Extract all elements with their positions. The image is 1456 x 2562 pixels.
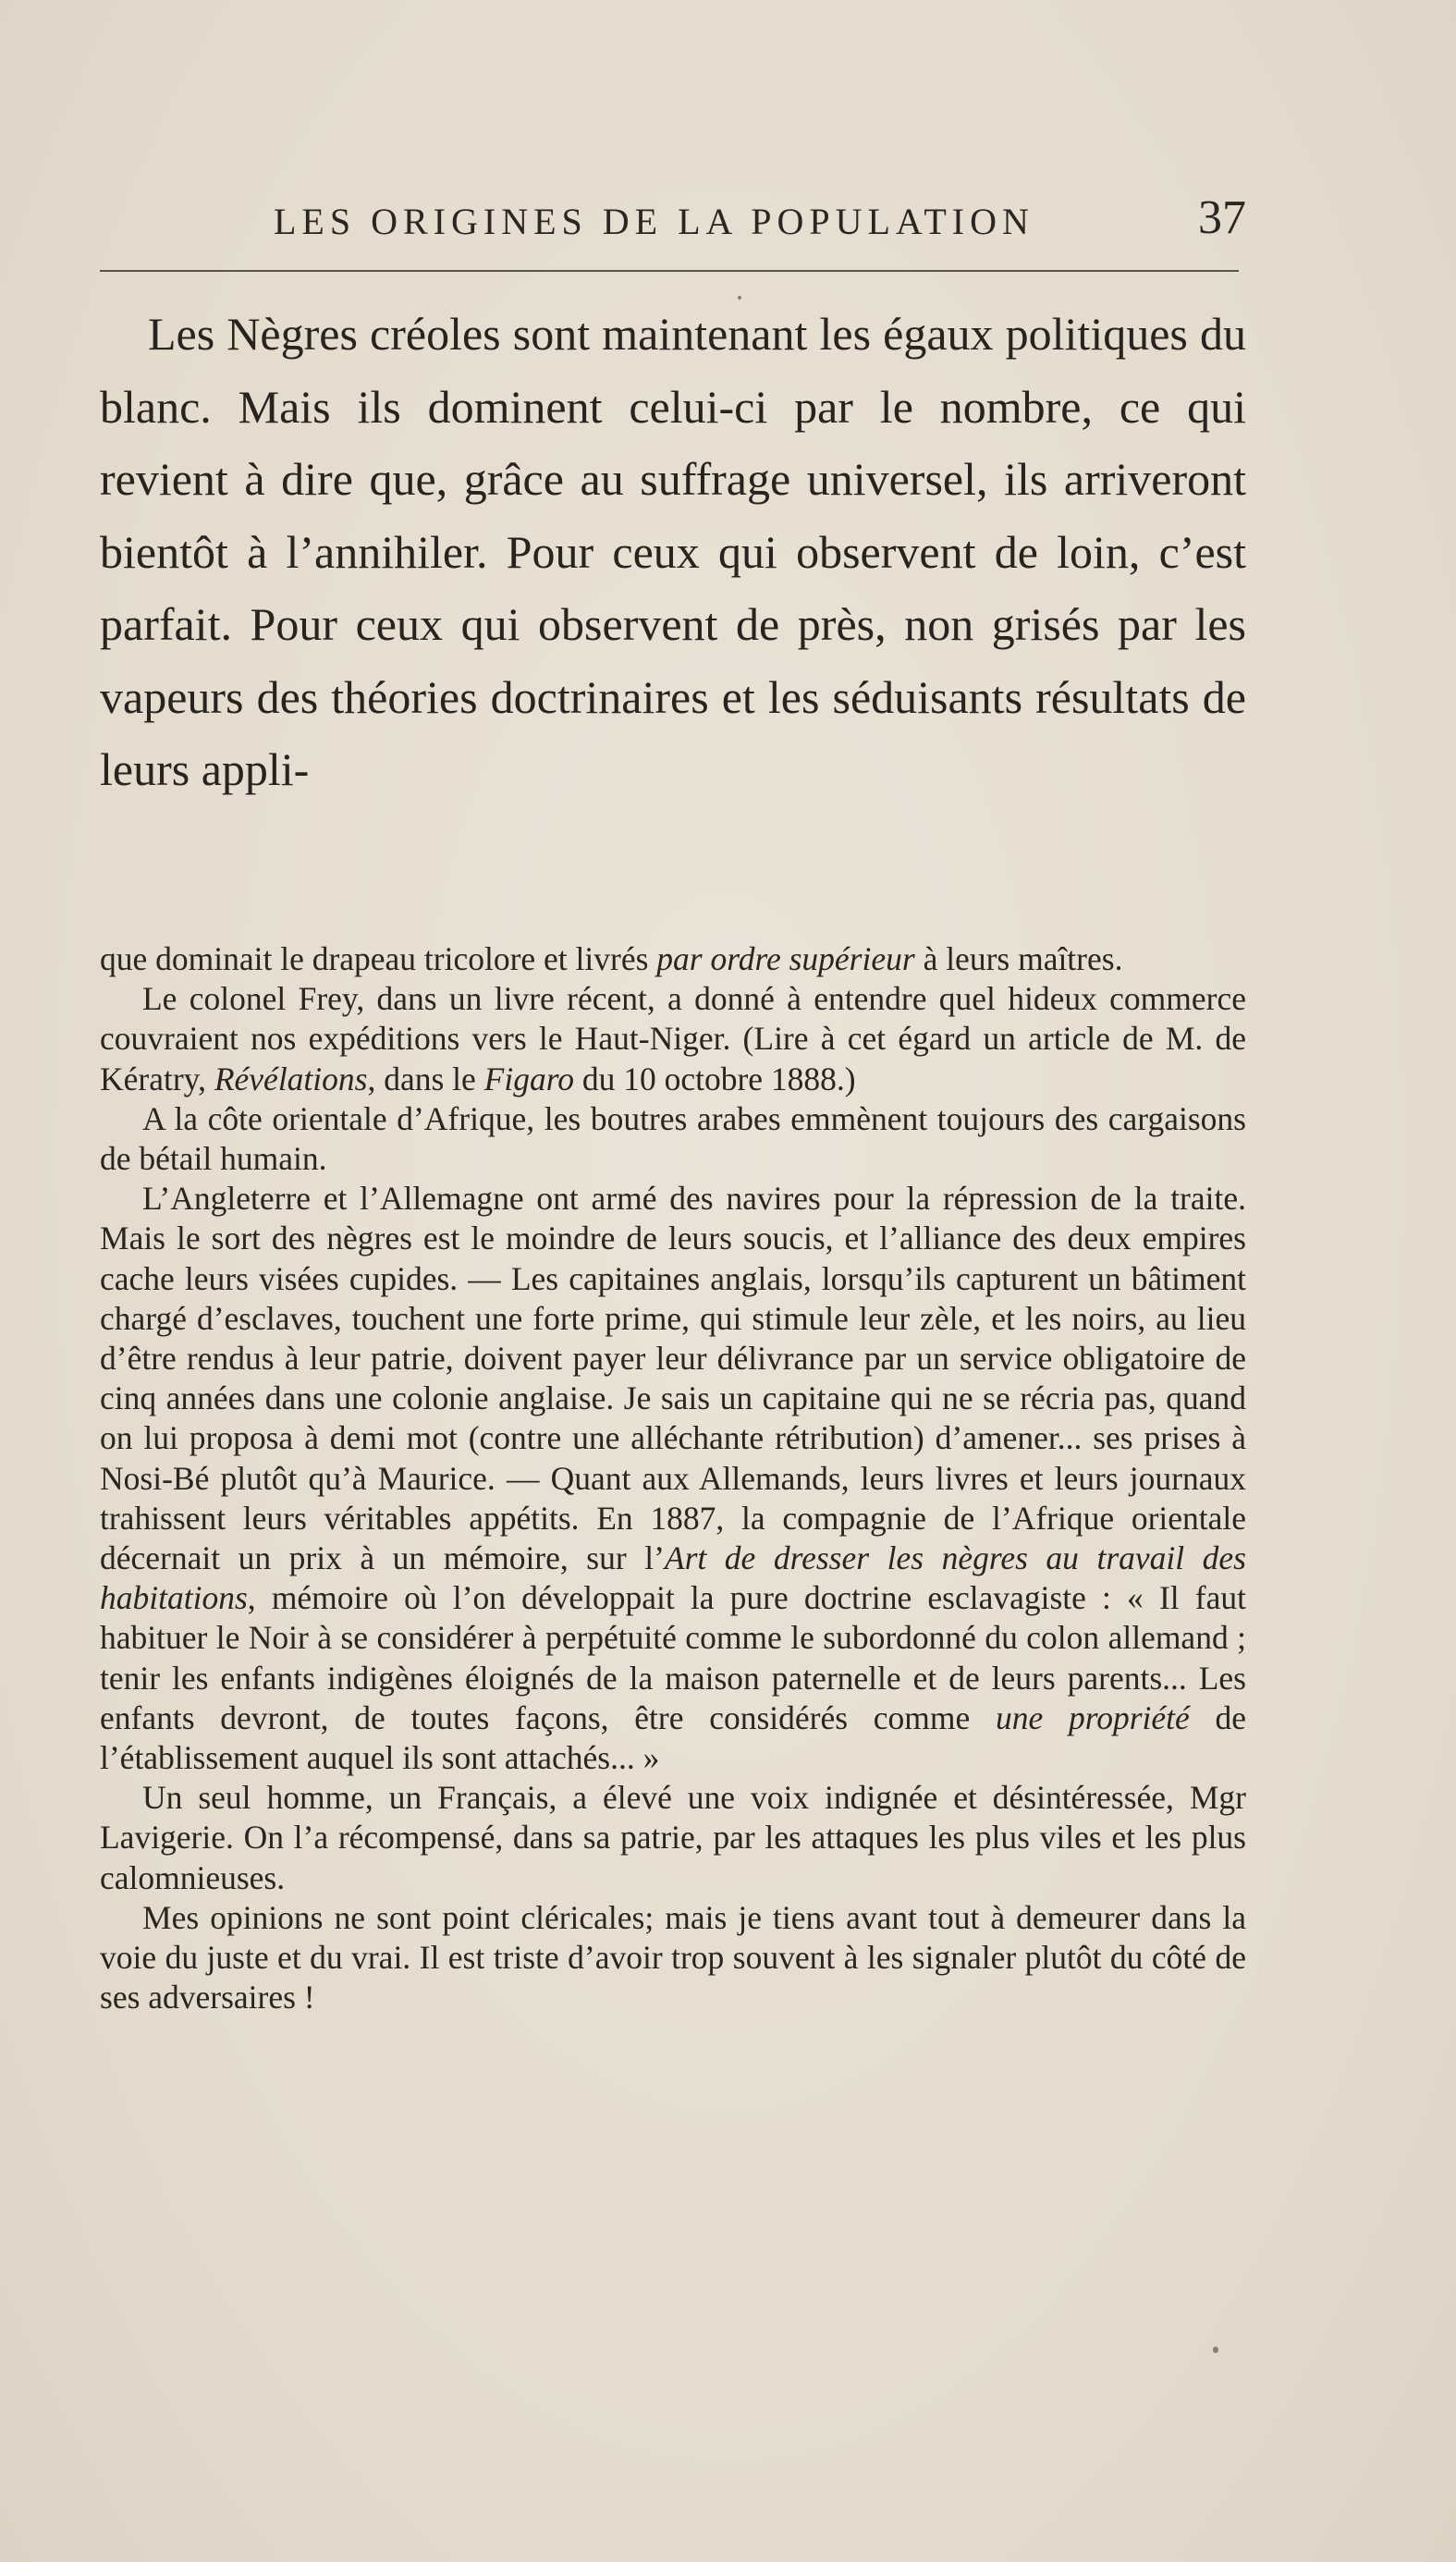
footnote-paragraph-3: A la côte orientale d’Afrique, les boutres arabes emmènent toujours des cargaisons de bétail humain.	[100, 1099, 1246, 1178]
paper-speck	[1213, 2347, 1218, 2353]
footnote-paragraph-6: Mes opinions ne sont point cléricales; mais je tiens avant tout à demeurer dans la voie du juste et du vrai. Il est triste d’avoir trop souvent à les signaler plutôt du côté de ses adversaires !	[100, 1898, 1246, 2017]
note-text: Le colonel Frey, dans un livre récent, a donné à entendre quel hideux commerce couvraient nos expéditions vers le Haut-Niger. (Lire à cet égard un article de M. de Kératry,	[100, 980, 1246, 1097]
main-paragraph: Les Nègres créoles sont maintenant les égaux politiques du blanc. Mais ils dominent celui-ci par le nombre, ce qui revient à dire que, grâce au suffrage universel, ils arriveront bientôt à l’annihiler. Pour ceux qui observent de loin, c’est parfait. Pour ceux qui observent de près, non grisés par les vapeurs des théories doctrinaires et les séduisants résultats de leurs appli-	[100, 308, 1246, 795]
page-header	[100, 191, 1246, 250]
note-text: L’Angleterre et l’Allemagne ont armé des navires pour la répression de la traite. Mais le sort des nègres est le moindre de leurs soucis, et l’alliance des deux empires cache leurs visées cupides. — Les capitaines anglais, lorsqu’ils capturent un bâtiment chargé d’esclaves, touchent une forte prime, qui stimule leur zèle, et les noirs, au lieu d’être rendus à leur patrie, doivent payer leur délivrance par un service obligatoire de cinq années dans une colonie anglaise. Je sais un capitaine qui ne se récria pas, quand on lui proposa à demi mot (contre une alléchante rétribution) d’amener... ses prises à Nosi-Bé plutôt qu’à Maurice. — Quant aux Allemands, leurs livres et leurs journaux trahissent leurs véritables appétits. En 1887, la compagnie de l’Afrique orientale décernait un prix à un mémoire, sur l’	[100, 1180, 1246, 1577]
note-emphasis: Figaro	[483, 1060, 574, 1097]
note-emphasis: une propriété	[995, 1698, 1190, 1736]
header-rule	[100, 270, 1239, 272]
note-text: , mémoire où l’on développait la pure doctrine esclavagiste : « Il faut habituer le Noir à se considérer à perpétuité comme le subordonné du colon allemand ; tenir les enfants indigènes éloignés de la maison paternelle et de leurs parents... Les enfants devront, de toutes façons, être considérés comme	[100, 1579, 1246, 1736]
note-emphasis: par ordre supérieur	[656, 940, 915, 977]
note-text: que dominait le drapeau tricolore et livrés	[100, 940, 657, 977]
note-text: de l’établissement auquel ils sont attachés... »	[100, 1698, 1247, 1777]
note-text: à leurs maîtres.	[914, 940, 1123, 977]
main-text	[100, 298, 1246, 806]
running-title: LES ORIGINES DE LA POPULATION	[274, 201, 1034, 242]
page-number: 37	[1198, 191, 1246, 244]
paper-speck	[738, 296, 741, 300]
note-emphasis: Art de dresser les nègres au travail des habitations	[100, 1539, 1246, 1617]
note-emphasis: Révélations	[214, 1060, 368, 1097]
footnote-paragraph-1	[100, 939, 1246, 979]
footnotes	[100, 939, 1246, 2017]
footnote-paragraph-2	[100, 979, 1246, 1099]
footnote-paragraph-5: Un seul homme, un Français, a élevé une voix indignée et désintéressée, Mgr Lavigerie. On l’a récompensé, dans sa patrie, par les attaques les plus viles et les plus calomnieuses.	[100, 1779, 1246, 1896]
note-text: du 10 octobre 1888.)	[573, 1060, 856, 1097]
note-text: , dans le	[367, 1060, 484, 1097]
footnote-paragraph-4	[100, 1179, 1246, 1778]
